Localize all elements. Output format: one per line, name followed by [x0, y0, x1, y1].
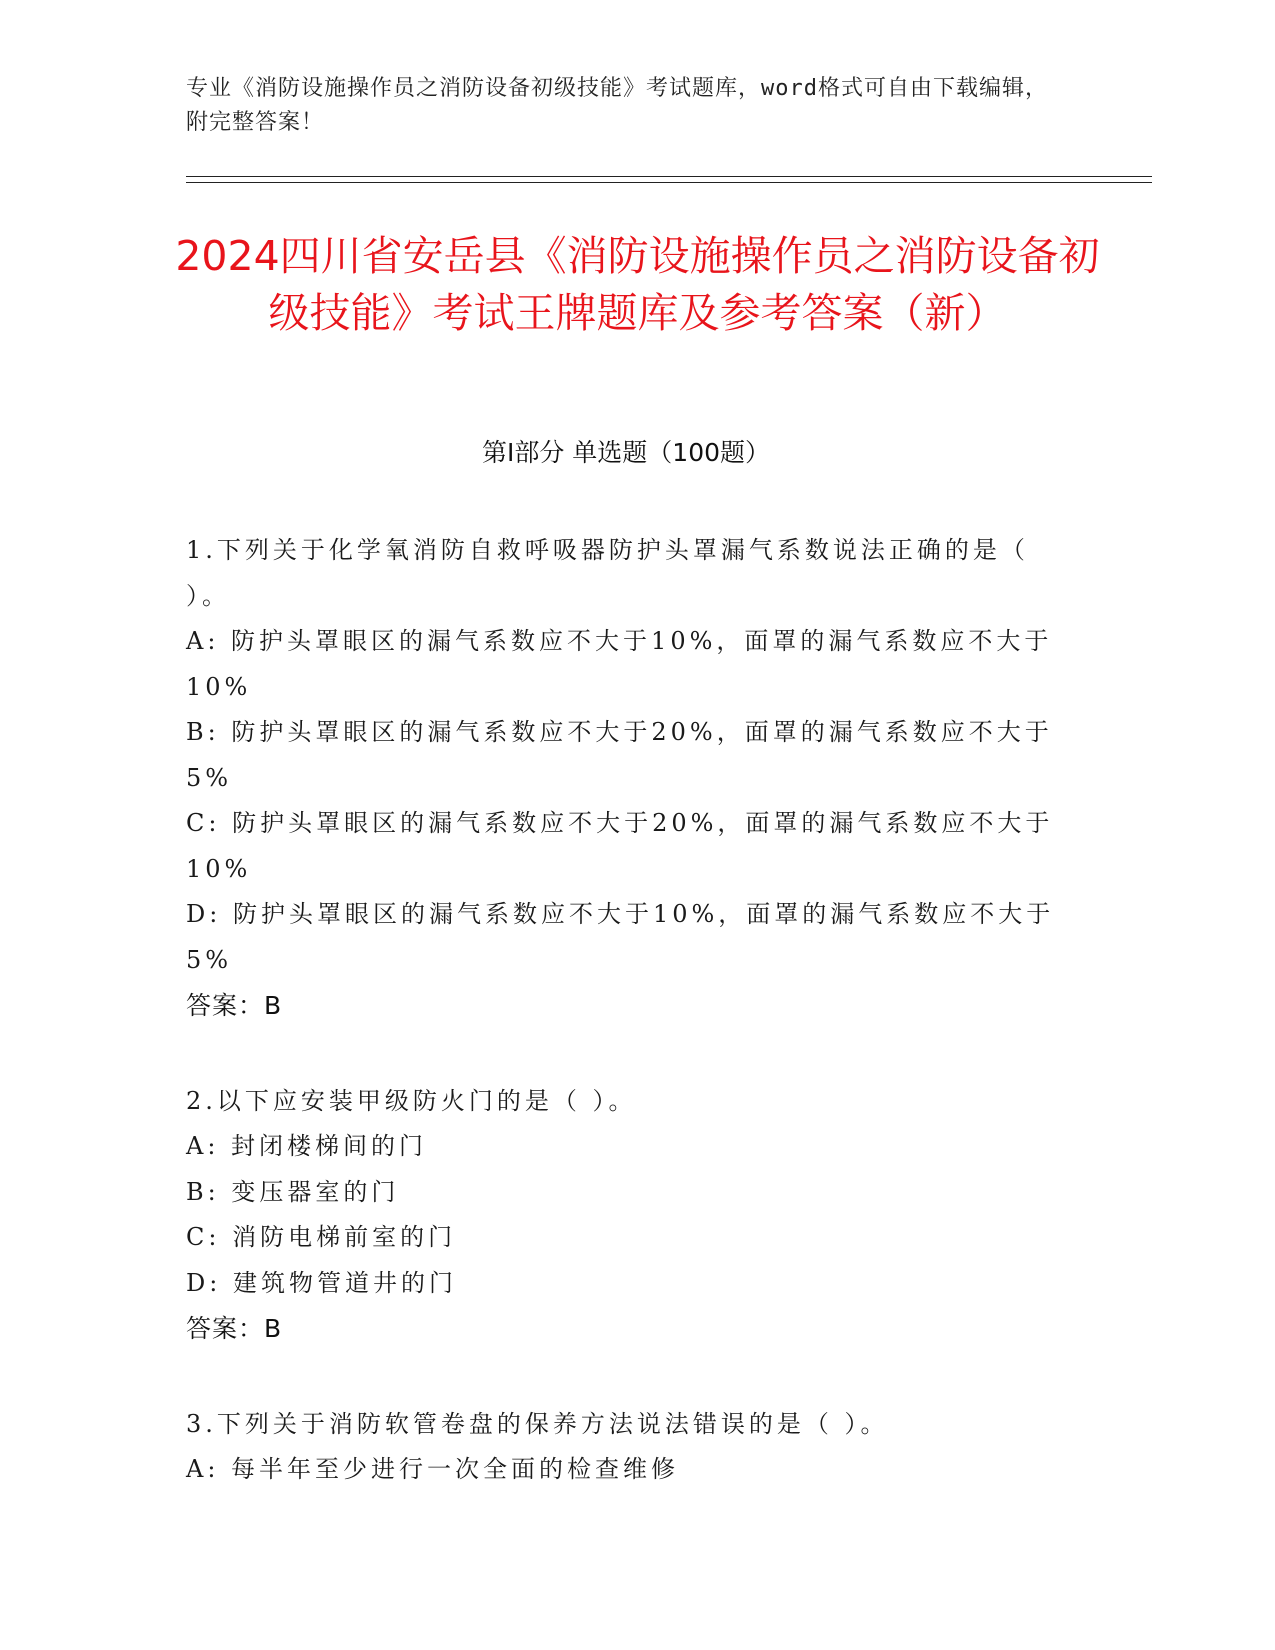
- section-title: 第I部分 单选题（100题）: [481, 438, 771, 467]
- question-1: [186, 528, 1066, 1029]
- option-b: B: 防护头罩眼区的漏气系数应不大于20%，面罩的漏气系数应不大于5%: [186, 718, 1053, 792]
- option-c: C: 防护头罩眼区的漏气系数应不大于20%，面罩的漏气系数应不大于10%: [186, 809, 1054, 883]
- question-stem: 1.下列关于化学氧消防自救呼吸器防护头罩漏气系数说法正确的是（ ）。: [186, 536, 1029, 610]
- option-a: A: 每半年至少进行一次全面的检查维修: [186, 1455, 680, 1483]
- option-a: A: 封闭楼梯间的门: [186, 1132, 428, 1160]
- question-3: [186, 1402, 1066, 1493]
- question-stem: 2.以下应安装甲级防火门的是（ ）。: [186, 1086, 637, 1115]
- question-2: [186, 1079, 1066, 1352]
- header-divider-bottom: [186, 182, 1152, 183]
- option-b: B: 变压器室的门: [186, 1177, 400, 1206]
- option-a: A: 防护头罩眼区的漏气系数应不大于10%，面罩的漏气系数应不大于10%: [186, 627, 1053, 701]
- document-title: 2024四川省安岳县《消防设施操作员之消防设备初级技能》考试王牌题库及参考答案（新）: [175, 232, 1100, 337]
- answer-label: 答案：B: [186, 1314, 283, 1343]
- answer-label: 答案：B: [186, 991, 283, 1020]
- option-c: C: 消防电梯前室的门: [186, 1223, 457, 1251]
- question-stem: 3.下列关于消防软管卷盘的保养方法说法错误的是（ ）。: [186, 1409, 889, 1438]
- option-d: D: 防护头罩眼区的漏气系数应不大于10%，面罩的漏气系数应不大于5%: [186, 900, 1055, 974]
- header-note: 专业《消防设施操作员之消防设备初级技能》考试题库，word格式可自由下载编辑，附完整答案！: [186, 76, 1048, 135]
- header-divider-top: [186, 176, 1152, 177]
- option-d: D: 建筑物管道井的门: [186, 1268, 457, 1297]
- question-list: [186, 528, 1066, 1543]
